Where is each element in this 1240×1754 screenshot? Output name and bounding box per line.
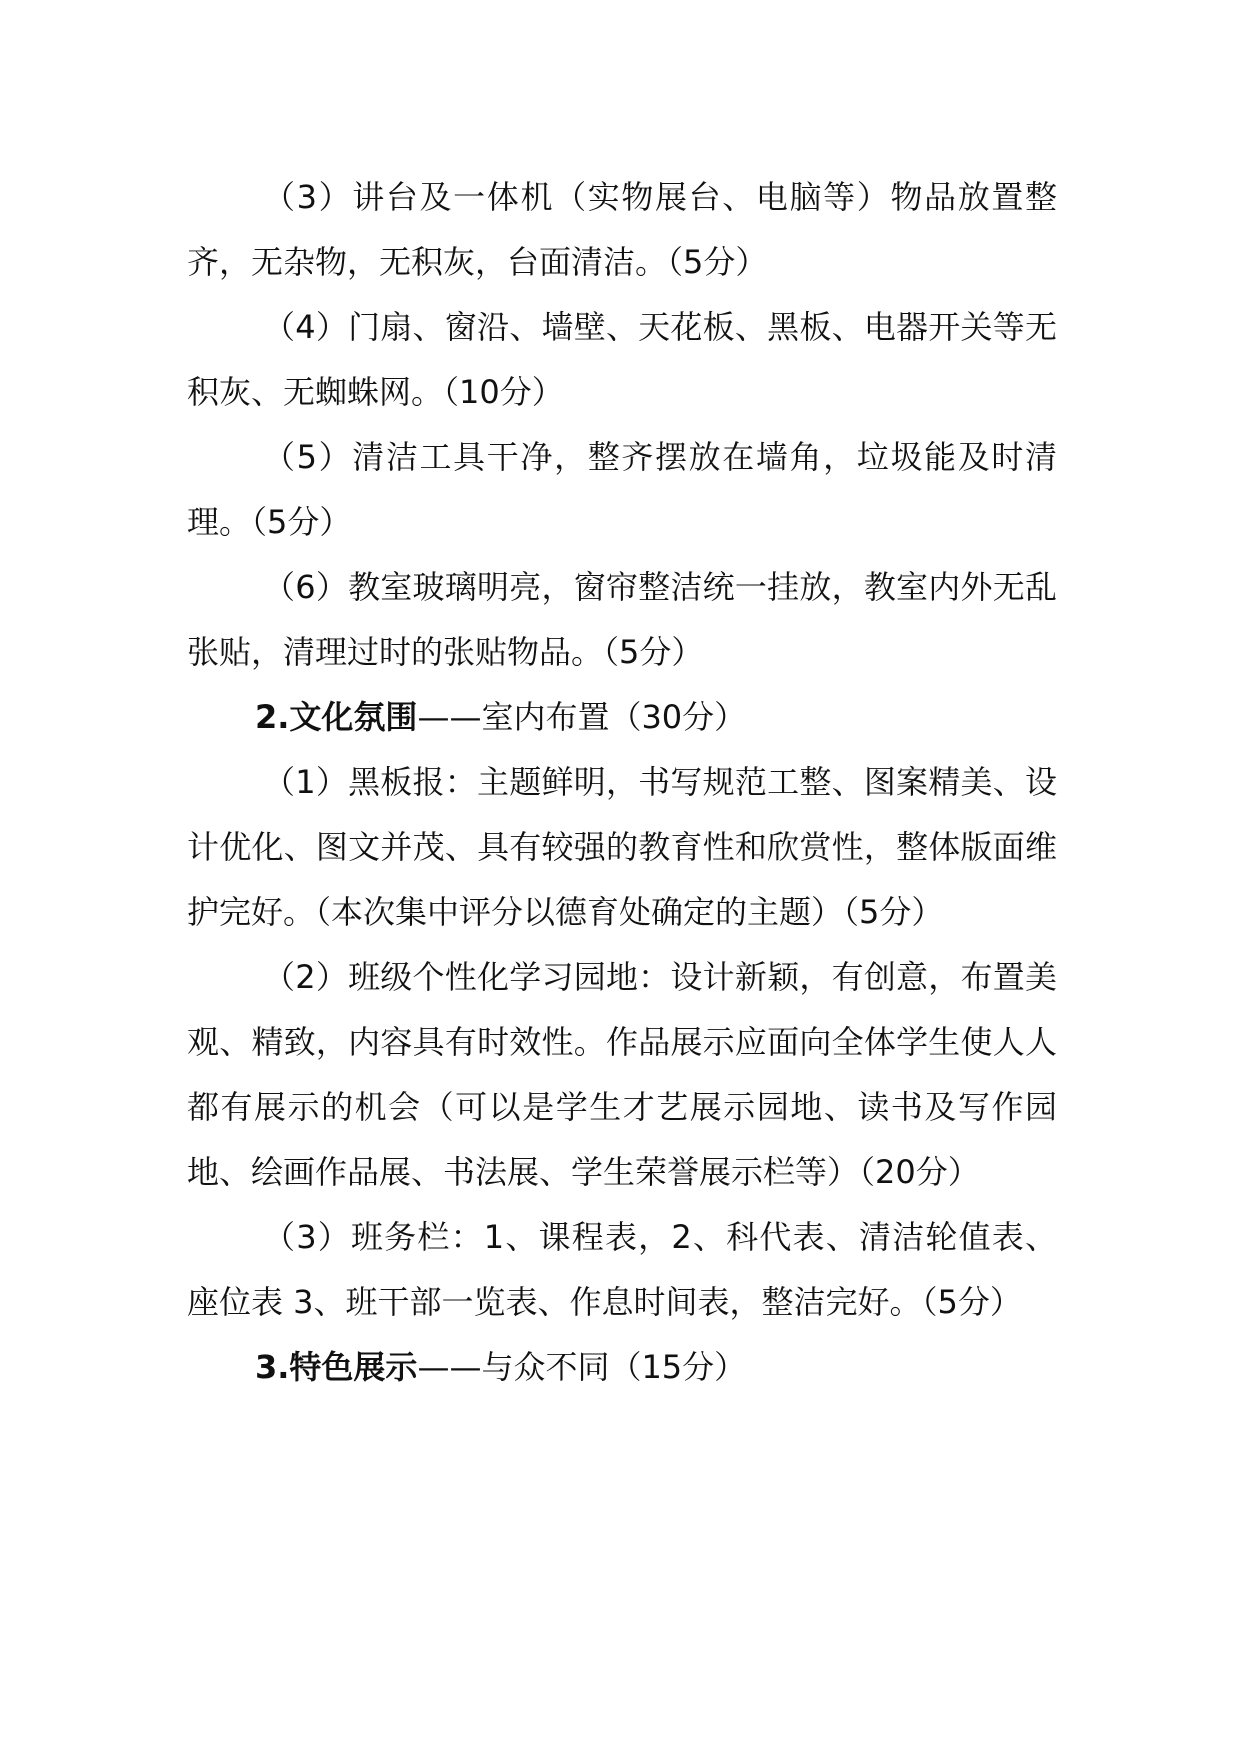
section-heading-feature-title: 3.特色展示 <box>255 1348 418 1386</box>
paragraph-item-5: （5）清洁工具干净，整齐摆放在墙角，垃圾能及时清理。（5分） <box>187 438 1057 541</box>
culture-item-learning-corner: （2）班级个性化学习园地：设计新颖，有创意，布置美观、精致，内容具有时效性。作品展示应面向全体学生使人人都有展示的机会（可以是学生才艺展示园地、读书及写作园地、绘画作品展、书法展、学生荣誉展示栏等）（20分） <box>187 958 1057 1191</box>
culture-item-class-board: （3）班务栏：1、课程表，2、科代表、清洁轮值表、座位表 3、班干部一览表、作息时间表，整洁完好。（5分） <box>187 1218 1057 1321</box>
paragraph-item-4: （4）门扇、窗沿、墙壁、天花板、黑板、电器开关等无积灰、无蜘蛛网。（10分） <box>187 308 1057 411</box>
document-page <box>187 165 1057 1400</box>
culture-item-blackboard: （1）黑板报：主题鲜明，书写规范工整、图案精美、设计优化、图文并茂、具有较强的教育性和欣赏性，整体版面维护完好。（本次集中评分以德育处确定的主题）（5分） <box>187 763 1057 931</box>
paragraph-item-3: （3）讲台及一体机（实物展台、电脑等）物品放置整齐，无杂物，无积灰，台面清洁。（5分） <box>187 178 1057 281</box>
section-heading-culture-subtitle: ——室内布置（30分） <box>417 698 747 736</box>
section-heading-culture-title: 2.文化氛围 <box>255 698 418 736</box>
section-heading-feature-subtitle: ——与众不同（15分） <box>417 1348 747 1386</box>
section-heading-feature <box>187 1335 1057 1400</box>
section-heading-culture <box>187 685 1057 750</box>
paragraph-item-6: （6）教室玻璃明亮，窗帘整洁统一挂放，教室内外无乱张贴，清理过时的张贴物品。（5分） <box>187 568 1057 671</box>
